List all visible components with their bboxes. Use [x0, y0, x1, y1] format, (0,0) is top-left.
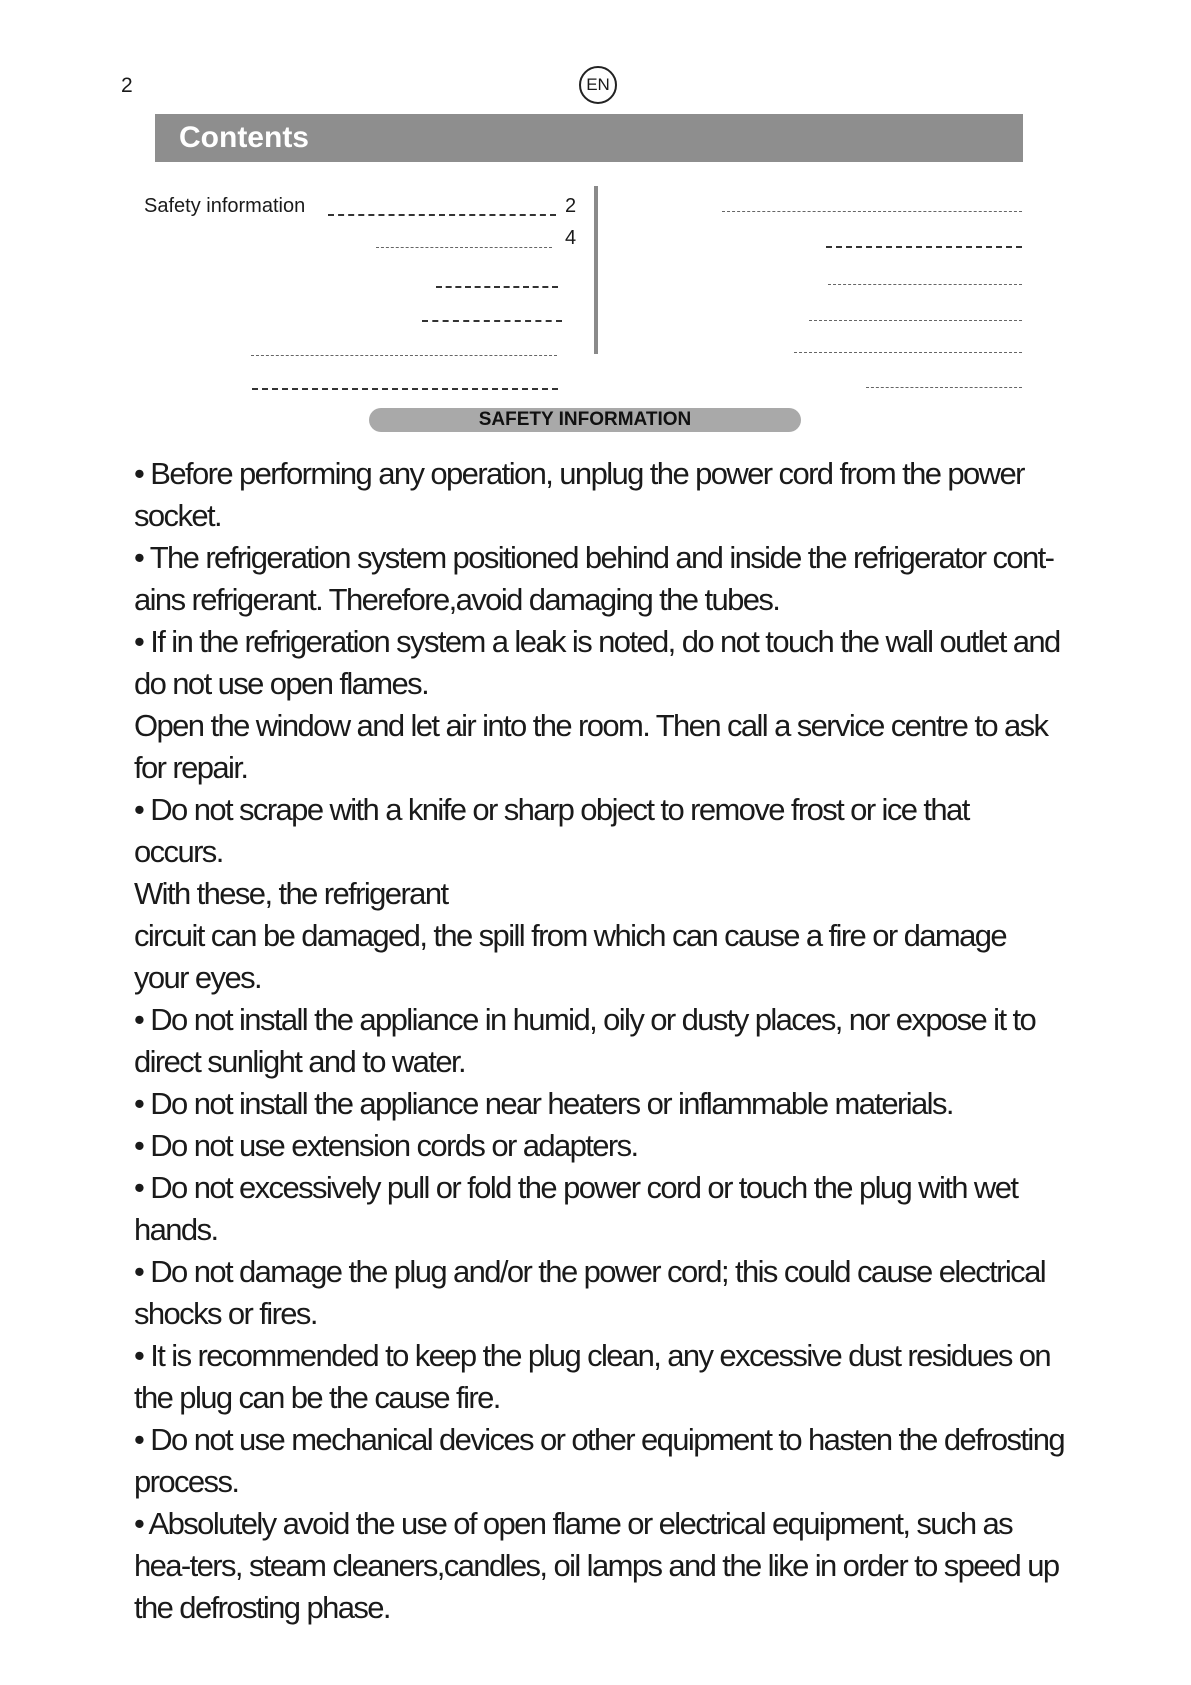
safety-paragraph: • Do not damage the plug and/or the power cord; this could cause electrical shocks or fires. [134, 1254, 1046, 1331]
safety-paragraph: • Do not scrape with a knife or sharp object to remove frost or ice that occurs. [134, 792, 969, 869]
toc-leader [328, 214, 556, 216]
toc-entry-page: 2 [565, 195, 577, 217]
safety-paragraph: • Do not use mechanical devices or other equipment to hasten the defrosting process. [134, 1422, 1064, 1499]
safety-paragraph: • The refrigeration system positioned behind and inside the refrigerator cont-ains refrigerant. Therefore,avoid damaging the tubes. [134, 540, 1054, 617]
toc-leader [722, 211, 1022, 212]
toc-entry-page: 4 [565, 227, 577, 249]
toc-leader [826, 246, 1022, 248]
safety-paragraph: With these, the refrigerant [134, 876, 448, 911]
toc-leader [252, 388, 558, 390]
toc-entry-label: Safety information [144, 195, 306, 217]
safety-paragraph: • Do not install the appliance near heaters or inflammable materials. [134, 1086, 953, 1121]
toc-leader [866, 387, 1022, 388]
contents-header [155, 114, 1023, 162]
safety-text [134, 453, 1064, 1629]
safety-paragraph: • It is recommended to keep the plug clean, any excessive dust residues on the plug can be the cause fire. [134, 1338, 1051, 1415]
safety-paragraph: circuit can be damaged, the spill from which can cause a fire or damage your eyes. [134, 918, 1007, 995]
language-badge: EN [579, 66, 617, 104]
safety-paragraph: • If in the refrigeration system a leak is noted, do not touch the wall outlet and do not use open flames. [134, 624, 1060, 701]
safety-paragraph: • Before performing any operation, unplug the power cord from the power socket. [134, 456, 1024, 533]
toc-leader [376, 247, 552, 248]
toc-leader [828, 284, 1022, 285]
section-title: SAFETY INFORMATION [478, 409, 692, 430]
page-number: 2 [121, 74, 133, 97]
safety-paragraph: • Do not excessively pull or fold the power cord or touch the plug with wet hands. [134, 1170, 1018, 1247]
toc-leader [794, 352, 1022, 353]
toc-leader [809, 320, 1022, 321]
section-header [369, 408, 801, 432]
contents-title: Contents [179, 121, 309, 154]
safety-paragraph: Open the window and let air into the room. Then call a service centre to ask for repair. [134, 708, 1048, 785]
safety-paragraph: • Absolutely avoid the use of open flame or electrical equipment, such as hea-ters, steam cleaners,candles, oil lamps and the like in order to speed up the defrosting phase. [134, 1506, 1059, 1625]
toc-leader [422, 320, 562, 322]
safety-paragraph: • Do not install the appliance in humid, oily or dusty places, nor expose it to direct sunlight and to water. [134, 1002, 1036, 1079]
contents-column-divider [594, 186, 598, 354]
toc-leader [436, 286, 558, 288]
safety-paragraph: • Do not use extension cords or adapters. [134, 1128, 638, 1163]
toc-leader [251, 355, 557, 356]
